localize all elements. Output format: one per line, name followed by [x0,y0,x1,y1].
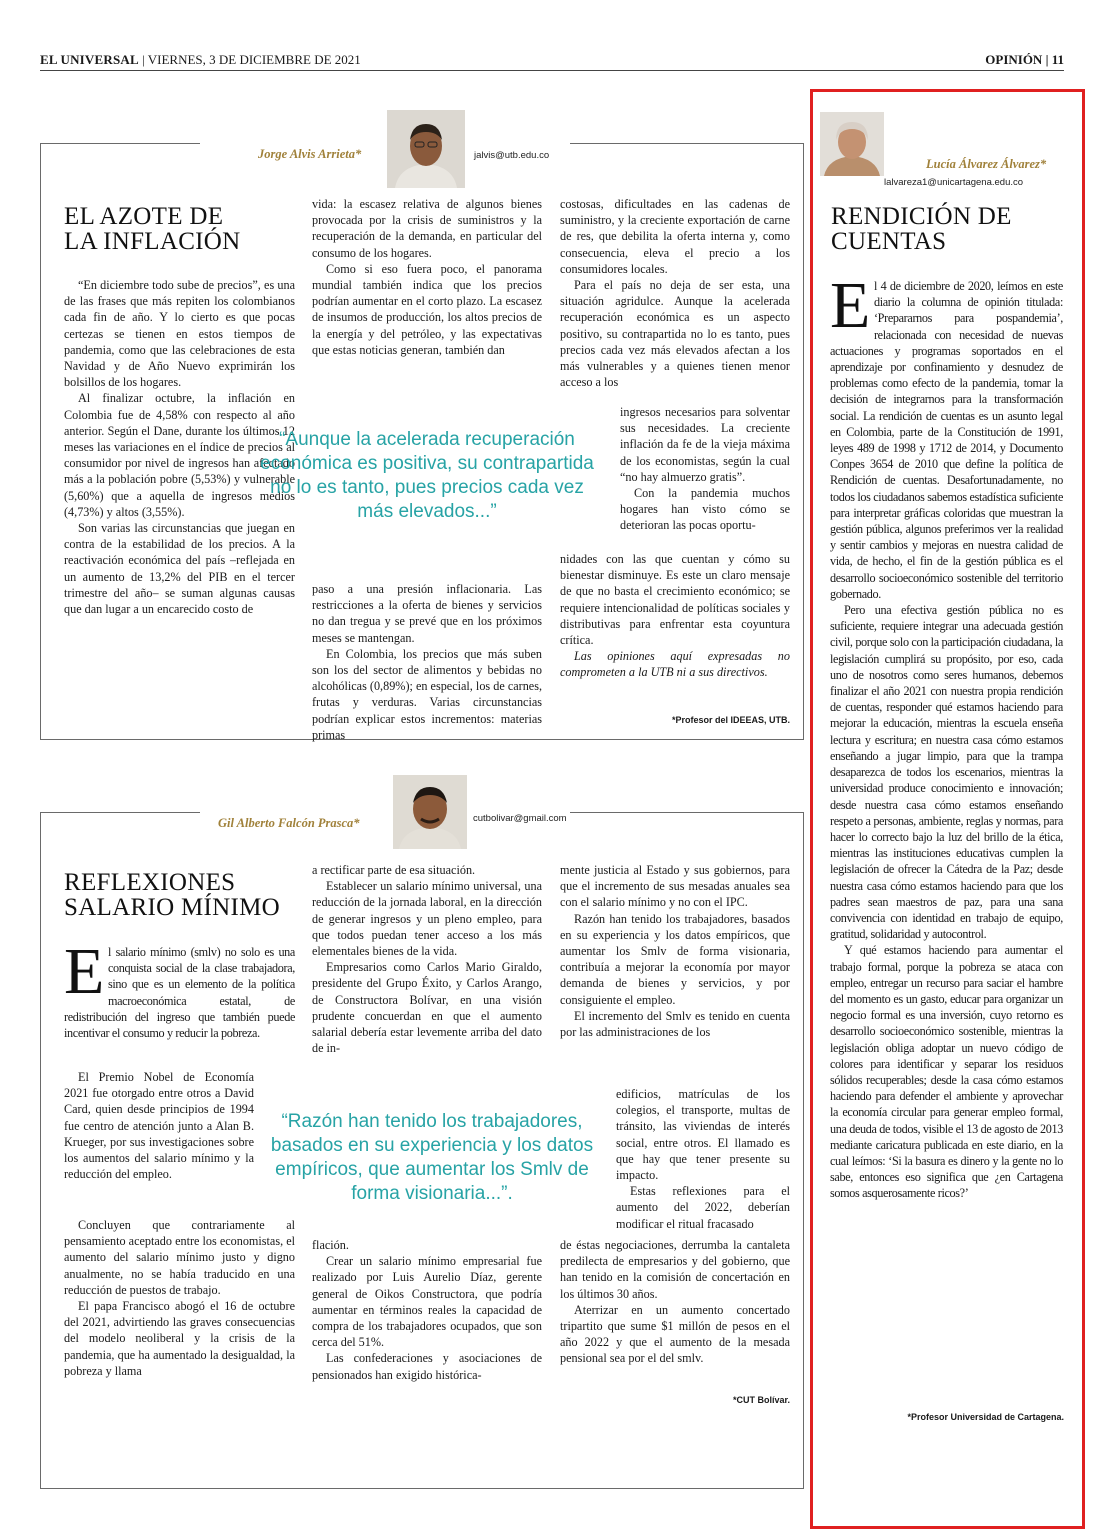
paragraph: El incremento del Smlv es tenido en cuenta por las administraciones de los [560,1008,790,1040]
pull-quote: “Razón han tenido los trabajadores, basados en su experiencia y los datos empíricos, que aumentar los Smlv de forma visionaria...”. [270,1111,594,1204]
paragraph: de éstas negociaciones, derrumba la cantaleta predilecta de empresarios y del gobierno, que han tenido en la comisión de concertación en los últimos 30 años. [560,1238,790,1301]
paragraph: Las confederaciones y asociaciones de pensionados han exigido histórica- [312,1351,542,1382]
author-photo [393,775,467,849]
paragraph: ingresos necesarios para solventar sus necesidades. La creciente inflación da fe de la vieja máxima de los economistas, según la cual “no hay almuerzo gratis”. [620,405,790,484]
paragraph: Y qué estamos haciendo para aumentar el trabajo formal, porque la pobreza se ataca con empleo, entregar un recurso para saciar el hambre del momento es un gasto, educar para organizar un negocio formal es una inversión, cuyo retorno es desarrollo socioeconómico sostenible, mientras la legislación obliga adoptar un nuevo código de colores para identificar y separar los residuos sólidos recuperables; desde la casa cómo estamos haciendo para defender el ambiente y aprovechar la economía circular para generar empleo formal, una deuda de todos, visible el 13 de agosto de 2013 mediante caricatura publicada en este diario, en la cual leímos: ‘Si la basura es dinero y la gente no lo sabe, entonces eso significa que ¿en Cartagena somos asquerosamente ricos?’ [830,943,1063,1201]
masthead: EL UNIVERSAL | VIERNES, 3 DE DICIEMBRE DE 2021 [40,52,361,67]
author-photo [820,112,884,176]
article-column-2-bottom [312,581,542,742]
article-column-2-bottom [312,1237,542,1477]
article-column-3-top [560,862,790,1090]
paragraph: edificios, matrículas de los colegios, el transporte, multas de tránsito, las viviendas de interés social, entre otros. El llamado es que hay que tener presente su impacto. [616,1087,790,1183]
author-byline: Gil Alberto Falcón Prasca* [218,816,360,830]
paragraph: mente justicia al Estado y sus gobiernos, para que el incremento de sus mesadas anuales sea con el salario mínimo y no con el IPC. [560,863,790,910]
article-column-3-bottom [560,1237,790,1387]
author-byline: Jorge Alvis Arrieta* [258,147,362,161]
article-column-3-top [560,196,790,408]
article-column-3-bottom [560,551,790,711]
paragraph: El salario mínimo (smlv) no solo es una conquista social de la clase trabajadora, sino que es un elemento de la política macroeconómica estatal, de redistribución del ingreso que también puede incentivar el consumo y reducir la pobreza. [64,935,295,1041]
author-credit: *Profesor Universidad de Cartagena. [907,1412,1064,1422]
author-byline: Lucía Álvarez Álvarez* [926,157,1047,171]
drop-cap: E [64,935,104,1008]
page-number: 11 [1051,52,1064,67]
paragraph: nidades con las que cuentan y cómo su bienestar disminuye. Es este un claro mensaje de que no basta el crecimiento económico; se requiere intencionalidad de políticas sociales y distributivas para enfrentar esta coyuntura crítica. [560,552,790,648]
issue-date: VIERNES, 3 DE DICIEMBRE DE 2021 [147,52,361,67]
paragraph: “En diciembre todo sube de precios”, es una de las frases que más repiten los colombianos cada fin de año. Y lo cierto es que pocas certezas se tienen en estos tiempos de pandemia, como que las celebraciones de esta Navidad y de Año Nuevo exprimirán los bolsillos de los hogares. [64,278,295,390]
paragraph: Aterrizar en un aumento concertado tripartito que sume $1 millón de pesos en el año 2022 y que el aumento de la mesada pensional sea por el del smlv. [560,1302,790,1366]
author-email: cutbolivar@gmail.com [473,813,567,824]
page-header: OPINIÓN | 11 [985,52,1064,67]
article-headline: RENDICIÓN DE CUENTAS [831,203,1012,255]
paragraph: Son varias las circunstancias que juegan en contra de la estabilidad de los precios. A la reactivación económica del país –reflejada en un aumento de 13,2% del PIB en el tercer trimestre del año– se suman algunas causas que dan lugar a un encarecido costo de [64,521,295,617]
article-body [830,269,1063,1418]
paragraph: a rectificar parte de esa situación. [312,863,476,877]
paragraph: Para el país no deja de ser esta, una situación agridulce. Aunque la acelerada recuperación económica es un aspecto positivo, su contrapartida no lo es tanto, pues precios cada vez más elevados afectan a los más vulnerables y a quienes tienen menor acceso a los [560,278,790,390]
author-portrait-icon [820,112,884,176]
paragraph: El papa Francisco abogó el 16 de octubre del 2021, advirtiendo las graves consecuencias del modelo neoliberal y la crisis de la pandemia, que ha aumentado la desigualdad, la pobreza y llama [64,1299,295,1378]
newspaper-name: EL UNIVERSAL [40,52,139,67]
disclaimer: Las opiniones aquí expresadas no comprometen a la UTB ni a sus directivos. [560,649,790,680]
author-email: jalvis@utb.edu.co [474,150,550,161]
paragraph: Al finalizar octubre, la inflación en Colombia fue de 4,58% con respecto al año anterior. Según el Dane, durante los últimos 12 meses las variaciones en el índice de precios al consumidor por nivel de ingresos han afectado más a la población pobre (5,53%) y vulnerable (5,60%) que a aquella de ingresos medios (4,73%) y altos (3,55%). [64,391,295,519]
paragraph: Concluyen que contrariamente al pensamiento aceptado entre los economistas, el aumento del salario mínimo justo y digno anualmente, no se había traducido en una reducción de puestos de trabajo. [64,1218,295,1297]
paragraph: Con la pandemia muchos hogares han visto cómo se deterioran las pocas oportu- [620,486,790,533]
paragraph: costosas, dificultades en las cadenas de suministro, y la creciente exportación de carne de res, que debilita la oferta interna y, como consecuencia, eleva el precio a los consumidores locales. [560,197,790,276]
article-column-2-top [312,196,542,408]
article-column-1-lead [64,935,295,1072]
author-credit: *Profesor del IDEEAS, UTB. [671,715,790,725]
paragraph: El 4 de diciembre de 2020, leímos en este diario la columna de opinión titulada: ‘Prepararnos para pospandemia’, relacionada con necesidad de nuevas actuaciones y programas soportados en el aprendizaje por confinamiento y desnudez de problemas como efecto de la pandemia, tomar la decisión de integrarnos para la transformación social. La rendición de cuentas es un asunto legal en Colombia, parte de la Constitución de 1991, leyes 489 de 1998 y 1712 de 2014, y Documento Conpes 3654 de 2010 que define la política de Rendición de cuentas. Desafortunadamente, no todos los ciudadanos sabemos estadística suficiente para interpretar gráficas coloridas que muestran la gestión pública, algunos preferimos ver la realidad y sentir cambios y mejoras en nuestra calidad de vida, de hecho, el fin de la gestión pública es el desarrollo socioeconómico sostenible del territorio gobernado. [830,269,1063,601]
paragraph: paso a una presión inflacionaria. Las restricciones a la oferta de bienes y servicios no dan tregua y se prevé que en los próximos meses se mantengan. [312,582,542,645]
paragraph: El Premio Nobel de Economía 2021 fue otorgado entre otros a David Card, quien desde principios de 1994 fue centro de atención junto a Alan B. Krueger, por sus investigaciones sobre los aumentos del salario mínimo y la reducción del empleo. [64,1070,254,1182]
article-column-1-mid [64,1069,254,1219]
paragraph: Como si eso fuera poco, el panorama mundial también indica que los precios podrían aumentar en el corto plazo. La escasez de insumos de producción, los altos precios de la energía y del petróleo, y las expectativas que estas noticias generan, también dan [312,261,542,357]
paragraph: flación. [312,1238,349,1252]
paragraph: Pero una efectiva gestión pública no es suficiente, requiere integrar una adecuada gestión civil, porque solo con la participación ciudadana, la legislación cumplirá su propósito, por eso, cada uno de nosotros como seres humanos, debemos finalizar el año 2021 con nuestra propia rendición de cuentas, responder qué estamos haciendo para mejorar la educación, mientras la escuela enseña lectura y escritura; en nuestra casa cómo estamos enseñando a jugar limpio, para que la trampa desaparezca de todos los escenarios, mientras la universidad produce conocimiento e innovación; desde nuestra casa cómo estamos enseñando respeto a personas, ambiente, reglas y normas, para hacer lo correcto bajo la luz del brillo de la ética, mientras las instituciones educativas cumplen la legislación de ofrecer la Cátedra de la Paz; desde nuestra casa cómo estamos haciendo para que los padres sean maestros de paz, para una sana convivencia con identidad en trabajo de equipo, gratitud, solidaridad y autocontrol. [830,603,1063,942]
author-email: lalvareza1@unicartagena.edu.co [884,177,1024,188]
article-headline: REFLEXIONES SALARIO MÍNIMO [64,869,281,921]
article-column-2-top [312,862,542,1092]
author-credit: *CUT Bolívar. [732,1395,790,1405]
section-name: OPINIÓN [985,52,1043,67]
article-column-3-mid [616,1086,790,1236]
paragraph: vida: la escasez relativa de algunos bienes provocada por la crisis de suministros y la recuperación de la demanda, en particular del consumo de los hogares. [312,197,542,260]
paragraph: Crear un salario mínimo empresarial fue realizado por Luis Aurelio Díaz, gerente general de Oikos Constructora, que podría aumentar en términos reales la capacidad de compra de los trabajadores ocupados, que son cerca del 51%. [312,1254,542,1350]
paragraph: En Colombia, los precios que más suben son los del sector de alimentos y bebidas no alcohólicas (0,89%); en especial, los de carnes, frutas y verduras. Varias circunstancias podrían explicar estos incrementos: materias primas [312,646,542,742]
paragraph: Empresarios como Carlos Mario Giraldo, presidente del Grupo Éxito, y Carlos Arango, de Constructora Bolívar, en una visión prudente concuerdan en que el aumento salarial debería estar levemente arriba del dato de in- [312,960,542,1056]
header-rule [40,70,1064,71]
drop-cap: E [830,269,870,342]
paragraph: Estas reflexiones para el aumento del 2022, deberían modificar el ritual fracasado [616,1184,790,1231]
paragraph: Establecer un salario mínimo universal, una reducción de la jornada laboral, en la dirección de generar ingresos y un pleno empleo, para que todos puedan tener acceso a los más elementales bienes de la vida. [312,879,542,959]
article-column-1-bottom [64,1217,295,1477]
article-headline: EL AZOTE DE LA INFLACIÓN [64,203,241,255]
author-portrait-icon [393,775,467,849]
pull-quote: “Aunque la acelerada recuperación económica es positiva, su contrapartida no lo es tanto, pues precios cada vez más elevados...” [260,429,594,522]
author-portrait-icon [387,110,465,188]
article-column-3-mid [620,404,790,552]
paragraph: Razón han tenido los trabajadores, basados en su experiencia y los datos empíricos, que aumentar los Smlv de forma visionaria, contribuía a mejorar la economía por mayor demanda de bienes y servicios, y por consiguiente el empleo. [560,911,790,1007]
author-photo [387,110,465,188]
